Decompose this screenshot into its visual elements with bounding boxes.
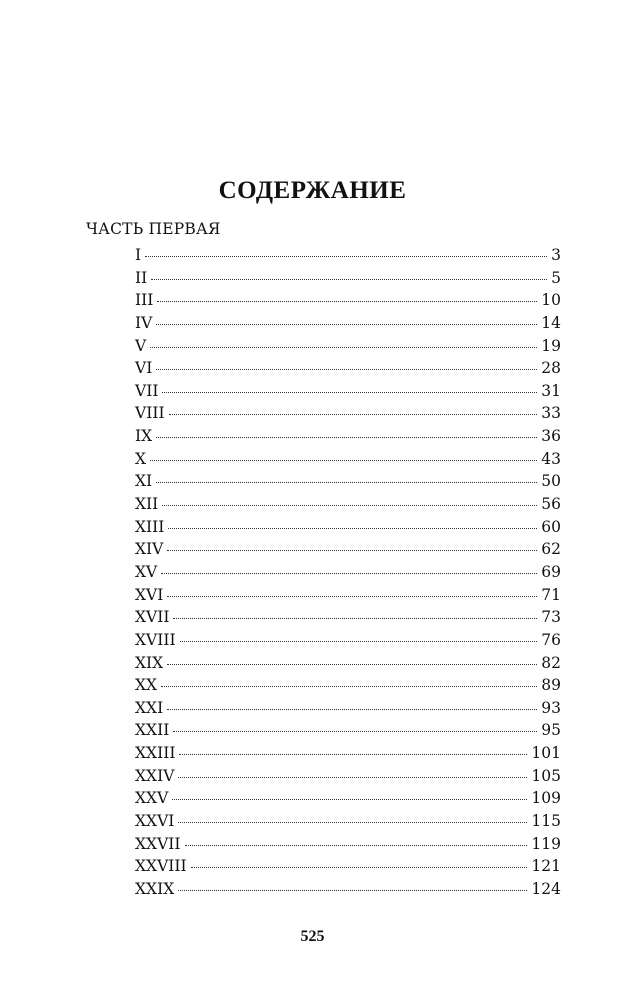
chapter-label: X bbox=[135, 449, 147, 468]
chapter-page-number: 89 bbox=[541, 676, 561, 695]
chapter-label: II bbox=[135, 268, 148, 287]
toc-entry[interactable] bbox=[135, 448, 561, 471]
dot-leader bbox=[156, 324, 537, 325]
toc-entry[interactable] bbox=[135, 538, 561, 561]
chapter-page-number: 19 bbox=[541, 336, 561, 355]
chapter-label: VIII bbox=[135, 404, 165, 423]
chapter-page-number: 36 bbox=[541, 427, 561, 446]
chapter-label: XXVIII bbox=[135, 857, 187, 876]
toc-entry[interactable] bbox=[135, 584, 561, 607]
dot-leader bbox=[156, 437, 537, 438]
toc-entry[interactable] bbox=[135, 357, 561, 380]
chapter-label: XIX bbox=[135, 653, 164, 672]
toc-entry[interactable] bbox=[135, 561, 561, 584]
chapter-label: XXVI bbox=[135, 812, 175, 831]
chapter-page-number: 119 bbox=[531, 834, 561, 853]
chapter-label: XXI bbox=[135, 698, 164, 717]
chapter-label: XXVII bbox=[135, 834, 181, 853]
chapter-page-number: 115 bbox=[531, 812, 561, 831]
toc-entry[interactable] bbox=[135, 697, 561, 720]
chapter-label: XVII bbox=[135, 608, 170, 627]
chapter-page-number: 73 bbox=[541, 608, 561, 627]
toc-entry[interactable] bbox=[135, 629, 561, 652]
toc-entry[interactable] bbox=[135, 606, 561, 629]
chapter-label: XXIV bbox=[135, 766, 175, 785]
dot-leader bbox=[156, 482, 537, 483]
toc-entry[interactable] bbox=[135, 335, 561, 358]
chapter-page-number: 43 bbox=[541, 449, 561, 468]
toc-entry[interactable] bbox=[135, 493, 561, 516]
toc-entry[interactable] bbox=[135, 380, 561, 403]
dot-leader bbox=[150, 460, 537, 461]
dot-leader bbox=[185, 845, 528, 846]
toc-entry[interactable] bbox=[135, 289, 561, 312]
chapter-page-number: 31 bbox=[541, 381, 561, 400]
chapter-label: XXIX bbox=[135, 879, 175, 898]
chapter-label: XII bbox=[135, 495, 159, 514]
chapter-page-number: 76 bbox=[541, 630, 561, 649]
dot-leader bbox=[178, 890, 527, 891]
dot-leader bbox=[167, 664, 537, 665]
chapter-label: XIV bbox=[135, 540, 164, 559]
chapter-page-number: 71 bbox=[541, 585, 561, 604]
dot-leader bbox=[150, 347, 537, 348]
chapter-page-number: 82 bbox=[541, 653, 561, 672]
dot-leader bbox=[169, 414, 538, 415]
dot-leader bbox=[172, 799, 527, 800]
toc-entry[interactable] bbox=[135, 267, 561, 290]
chapter-page-number: 105 bbox=[531, 766, 561, 785]
toc-entry[interactable] bbox=[135, 742, 561, 765]
chapter-page-number: 14 bbox=[541, 313, 561, 332]
page-title: СОДЕРЖАНИЕ bbox=[218, 176, 407, 204]
chapter-label: IX bbox=[135, 427, 153, 446]
toc-entry[interactable] bbox=[135, 674, 561, 697]
chapter-label: XXII bbox=[135, 721, 170, 740]
chapter-label: VI bbox=[135, 359, 153, 378]
chapter-page-number: 62 bbox=[541, 540, 561, 559]
chapter-page-number: 28 bbox=[541, 359, 561, 378]
toc-entry[interactable] bbox=[135, 652, 561, 675]
chapter-label: XX bbox=[135, 676, 158, 695]
dot-leader bbox=[161, 573, 537, 574]
toc-entry[interactable] bbox=[135, 810, 561, 833]
chapter-label: I bbox=[135, 246, 142, 264]
chapter-label: XV bbox=[135, 562, 158, 581]
dot-leader bbox=[167, 550, 537, 551]
dot-leader bbox=[168, 528, 537, 529]
toc-entry[interactable] bbox=[135, 244, 561, 267]
chapter-page-number: 69 bbox=[541, 562, 561, 581]
dot-leader bbox=[178, 777, 527, 778]
toc-entry[interactable] bbox=[135, 312, 561, 335]
toc-entry[interactable] bbox=[135, 787, 561, 810]
toc-entry[interactable] bbox=[135, 470, 561, 493]
chapter-label: XVI bbox=[135, 585, 164, 604]
dot-leader bbox=[162, 505, 537, 506]
chapter-page-number: 93 bbox=[541, 698, 561, 717]
chapter-label: IV bbox=[135, 313, 153, 332]
dot-leader bbox=[167, 596, 537, 597]
dot-leader bbox=[191, 867, 528, 868]
table-of-contents bbox=[135, 244, 561, 901]
part-heading: ЧАСТЬ ПЕРВАЯ bbox=[86, 220, 221, 238]
chapter-label: V bbox=[135, 336, 147, 355]
chapter-page-number: 50 bbox=[541, 472, 561, 491]
chapter-page-number: 33 bbox=[541, 404, 561, 423]
toc-entry[interactable] bbox=[135, 878, 561, 901]
chapter-label: VII bbox=[135, 381, 159, 400]
toc-entry[interactable] bbox=[135, 765, 561, 788]
chapter-page-number: 121 bbox=[531, 857, 561, 876]
dot-leader bbox=[180, 641, 538, 642]
chapter-label: XXV bbox=[135, 789, 169, 808]
chapter-label: XXIII bbox=[135, 744, 176, 763]
chapter-page-number: 60 bbox=[541, 517, 561, 536]
chapter-label: XVIII bbox=[135, 630, 176, 649]
dot-leader bbox=[167, 709, 537, 710]
dot-leader bbox=[145, 256, 547, 257]
toc-entry[interactable] bbox=[135, 516, 561, 539]
dot-leader bbox=[157, 301, 537, 302]
toc-entry[interactable] bbox=[135, 402, 561, 425]
chapter-page-number: 3 bbox=[551, 246, 561, 264]
dot-leader bbox=[162, 392, 537, 393]
chapter-label: XI bbox=[135, 472, 153, 491]
dot-leader bbox=[156, 369, 537, 370]
toc-entry[interactable] bbox=[135, 855, 561, 878]
toc-entry[interactable] bbox=[135, 719, 561, 742]
dot-leader bbox=[179, 754, 527, 755]
toc-entry[interactable] bbox=[135, 833, 561, 856]
chapter-page-number: 109 bbox=[531, 789, 561, 808]
page-number: 525 bbox=[300, 928, 325, 945]
chapter-label: III bbox=[135, 291, 154, 310]
chapter-page-number: 95 bbox=[541, 721, 561, 740]
chapter-page-number: 10 bbox=[541, 291, 561, 310]
dot-leader bbox=[151, 279, 547, 280]
dot-leader bbox=[173, 618, 537, 619]
chapter-label: XIII bbox=[135, 517, 165, 536]
toc-entry[interactable] bbox=[135, 425, 561, 448]
dot-leader bbox=[161, 686, 537, 687]
chapter-page-number: 56 bbox=[541, 495, 561, 514]
chapter-page-number: 124 bbox=[531, 879, 561, 898]
dot-leader bbox=[173, 731, 537, 732]
dot-leader bbox=[178, 822, 527, 823]
chapter-page-number: 5 bbox=[551, 268, 561, 287]
chapter-page-number: 101 bbox=[531, 744, 561, 763]
